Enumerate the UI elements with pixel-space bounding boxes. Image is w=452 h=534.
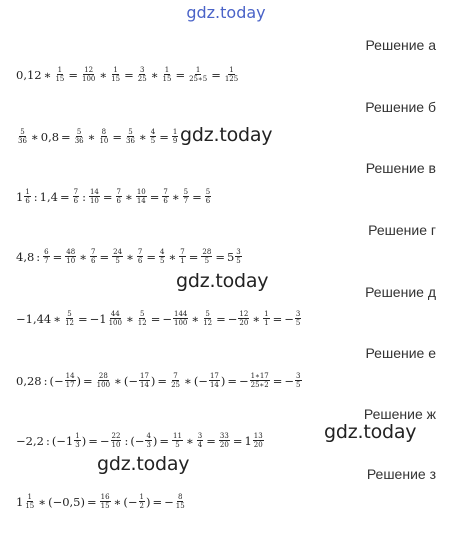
fraction-numerator: 5: [67, 310, 72, 318]
math-operator: =: [175, 67, 186, 82]
fraction-denominator: 100: [174, 319, 188, 327]
solution-heading-zh: Решение ж: [363, 406, 436, 422]
fraction: [74, 128, 85, 145]
fraction-denominator: 2: [139, 502, 144, 510]
math-operator: =: [146, 249, 156, 264]
fraction-numerator: 1: [195, 66, 201, 74]
math-term: (−: [193, 373, 208, 388]
formula-b: [16, 128, 179, 145]
math-term: ): [145, 494, 151, 509]
math-operator: ∗: [125, 311, 134, 326]
formula-zh: [16, 432, 265, 449]
fraction: [263, 310, 269, 327]
fraction: [159, 248, 165, 265]
math-term: 0,28: [16, 373, 42, 388]
math-term: ): [150, 373, 156, 388]
fraction: [116, 188, 122, 205]
fraction-denominator: 7: [44, 257, 49, 265]
fraction: [172, 432, 183, 449]
math-operator: =: [227, 373, 237, 388]
math-term: (−: [123, 373, 138, 388]
fraction-numerator: 1: [139, 493, 144, 501]
fraction-numerator: 1: [164, 66, 170, 74]
fraction-numerator: 4: [146, 432, 151, 440]
fraction-denominator: 100: [82, 75, 96, 83]
math-term: −: [164, 494, 174, 509]
math-operator: =: [83, 373, 93, 388]
math-term: (−: [123, 494, 138, 509]
math-operator: ∗: [191, 311, 200, 326]
fraction-numerator: 16: [100, 493, 110, 501]
fraction: [125, 128, 136, 145]
fraction: [81, 66, 96, 83]
math-operator: =: [88, 433, 98, 448]
math-term: 1,4: [39, 189, 58, 204]
fraction-numerator: 5: [20, 128, 25, 136]
fraction: [179, 248, 185, 265]
formula-a: [16, 66, 240, 83]
fraction-denominator: 12: [203, 319, 213, 327]
fraction-denominator: 20: [253, 441, 263, 449]
fraction-numerator: 5: [205, 310, 210, 318]
fraction: [24, 493, 35, 510]
fraction-numerator: 7: [91, 248, 96, 256]
fraction-numerator: 17: [140, 372, 149, 380]
math-term: −1,44: [16, 311, 52, 326]
math-operator: =: [216, 311, 226, 326]
math-operator: :: [124, 433, 129, 448]
math-operator: ∗: [124, 189, 133, 204]
fraction-numerator: 5: [128, 128, 133, 136]
math-operator: =: [102, 189, 113, 204]
math-term: −: [162, 311, 172, 326]
fraction-denominator: 10: [99, 137, 109, 145]
math-term: 0,12: [16, 67, 42, 82]
math-operator: :: [45, 433, 50, 448]
math-operator: =: [86, 494, 97, 509]
fraction: [112, 248, 123, 265]
fraction-numerator: 4: [160, 248, 165, 256]
fraction: [219, 432, 230, 449]
math-operator: ∗: [185, 433, 194, 448]
math-operator: ∗: [30, 129, 39, 144]
formula-z: [16, 493, 187, 510]
math-operator: =: [192, 189, 202, 204]
math-term: (−0,5): [48, 494, 85, 509]
math-operator: =: [159, 129, 169, 144]
fraction: [295, 372, 301, 389]
fraction: [136, 188, 147, 205]
fraction: [54, 66, 65, 83]
fraction-denominator: 12: [65, 319, 74, 327]
fraction: [188, 66, 208, 83]
fraction-denominator: 5: [296, 381, 301, 389]
fraction-numerator: 1: [27, 493, 33, 501]
fraction-denominator: 25: [171, 381, 180, 389]
fraction-numerator: 7: [173, 372, 178, 380]
fraction-denominator: 4: [197, 441, 203, 449]
fraction-denominator: 3: [75, 441, 80, 449]
math-operator: =: [99, 249, 110, 264]
fraction-denominator: 7: [183, 197, 189, 205]
fraction: [111, 432, 122, 449]
fraction-denominator: 1: [180, 257, 185, 265]
math-operator: ∗: [53, 311, 62, 326]
fraction: [201, 248, 212, 265]
math-term: ): [152, 433, 158, 448]
fraction-numerator: 7: [116, 188, 121, 196]
fraction: [139, 372, 150, 389]
math-operator: =: [206, 433, 216, 448]
solution-heading-v: Решение в: [365, 160, 436, 176]
fraction: [235, 248, 241, 265]
math-term: 1: [244, 433, 252, 448]
watermark-3: gdz.today: [324, 421, 417, 443]
fraction: [108, 310, 123, 327]
fraction-denominator: 1: [264, 319, 269, 327]
math-operator: =: [232, 433, 243, 448]
fraction-numerator: 24: [113, 248, 123, 256]
math-term: −: [284, 311, 294, 326]
fraction-numerator: 7: [180, 248, 185, 256]
fraction-denominator: 5: [295, 319, 301, 327]
math-operator: =: [272, 373, 283, 388]
fraction-numerator: 3: [139, 66, 145, 74]
fraction-denominator: 5: [204, 257, 210, 265]
fraction-numerator: 7: [137, 248, 143, 256]
fraction-numerator: 3: [296, 372, 301, 380]
fraction-denominator: 14: [140, 381, 149, 389]
fraction-numerator: 10: [136, 188, 146, 196]
fraction: [224, 66, 239, 83]
fraction-numerator: 144: [174, 310, 188, 318]
math-term: 1: [16, 494, 24, 509]
fraction: [65, 372, 76, 389]
math-term: −1: [89, 311, 107, 326]
fraction-numerator: 5: [205, 188, 211, 196]
fraction-denominator: 6: [91, 257, 96, 265]
math-operator: ∗: [99, 67, 108, 82]
fraction-numerator: 1∗17: [250, 372, 269, 380]
fraction-denominator: 20: [239, 319, 249, 327]
math-operator: :: [82, 189, 86, 204]
math-operator: ∗: [43, 67, 52, 82]
fraction-denominator: 25: [137, 75, 147, 83]
fraction-denominator: 25∗2: [250, 381, 269, 389]
fraction: [24, 188, 30, 205]
fraction: [74, 432, 80, 449]
math-operator: :: [33, 189, 38, 204]
fraction: [96, 372, 111, 389]
fraction: [110, 66, 121, 83]
fraction: [137, 310, 148, 327]
fraction-numerator: 3: [236, 248, 241, 256]
formula-g: [16, 248, 243, 265]
fraction-denominator: 5: [160, 257, 165, 265]
fraction-numerator: 5: [183, 188, 189, 196]
fraction-denominator: 20: [219, 441, 229, 449]
math-operator: =: [152, 494, 163, 509]
fraction: [173, 310, 188, 327]
fraction-numerator: 22: [111, 432, 121, 440]
math-operator: =: [211, 67, 221, 82]
fraction-denominator: 15: [100, 502, 110, 510]
math-term: −: [227, 311, 238, 326]
math-operator: :: [43, 373, 48, 388]
fraction-numerator: 1: [172, 128, 178, 136]
fraction-denominator: 5: [115, 257, 120, 265]
math-operator: ∗: [171, 189, 180, 204]
fraction: [183, 188, 189, 205]
math-term: (−: [130, 433, 145, 448]
fraction-numerator: 1: [75, 432, 80, 440]
fraction-numerator: 12: [239, 310, 249, 318]
math-term: 4,8: [16, 249, 35, 264]
math-operator: =: [112, 129, 122, 144]
fraction: [197, 432, 203, 449]
fraction: [170, 372, 181, 389]
math-term: ): [81, 433, 87, 448]
fraction-numerator: 12: [84, 66, 94, 74]
math-operator: =: [159, 433, 170, 448]
math-operator: =: [68, 67, 78, 82]
math-operator: =: [124, 67, 134, 82]
math-term: ): [76, 373, 82, 388]
fraction-numerator: 14: [65, 372, 75, 380]
solution-heading-d: Решение д: [365, 284, 436, 300]
fraction: [43, 248, 49, 265]
fraction-numerator: 3: [197, 432, 203, 440]
fraction: [172, 128, 178, 145]
math-term: −: [99, 433, 110, 448]
fraction: [98, 128, 109, 145]
math-operator: =: [150, 311, 161, 326]
solution-heading-g: Решение г: [368, 222, 436, 238]
fraction: [175, 493, 186, 510]
math-operator: ∗: [168, 249, 177, 264]
fraction-numerator: 7: [73, 188, 79, 196]
math-operator: =: [149, 189, 160, 204]
fraction-denominator: 25∗5: [189, 75, 208, 83]
fraction-numerator: 14: [89, 188, 99, 196]
fraction-denominator: 6: [73, 197, 79, 205]
fraction: [139, 493, 145, 510]
math-operator: =: [157, 373, 168, 388]
math-term: (−: [49, 373, 64, 388]
fraction-denominator: 15: [162, 75, 172, 83]
fraction-denominator: 125: [224, 75, 239, 83]
fraction-numerator: 1: [264, 310, 269, 318]
math-operator: =: [188, 249, 199, 264]
fraction: [17, 128, 28, 145]
math-operator: ∗: [38, 494, 47, 509]
fraction-numerator: 6: [44, 248, 49, 256]
solution-heading-a: Решение а: [365, 37, 436, 53]
fraction-denominator: 14: [209, 381, 219, 389]
fraction-denominator: 6: [205, 197, 211, 205]
fraction: [150, 128, 156, 145]
formula-e: [16, 372, 303, 389]
fraction-denominator: 6: [116, 197, 121, 205]
math-term: (−1: [51, 433, 74, 448]
fraction-numerator: 11: [173, 432, 182, 440]
fraction-numerator: 33: [219, 432, 229, 440]
math-operator: :: [36, 249, 41, 264]
fraction-numerator: 5: [140, 310, 145, 318]
formula-d: [16, 310, 302, 327]
fraction: [64, 310, 75, 327]
fraction-denominator: 10: [66, 257, 76, 265]
fraction-denominator: 17: [65, 381, 75, 389]
watermark-4: gdz.today: [97, 453, 190, 475]
math-term: −: [239, 373, 249, 388]
fraction: [145, 432, 151, 449]
fraction-denominator: 5: [236, 257, 241, 265]
site-logo[interactable]: gdz.today: [186, 3, 266, 22]
fraction-denominator: 5: [150, 137, 156, 145]
fraction-denominator: 100: [108, 319, 122, 327]
math-operator: =: [215, 249, 225, 264]
fraction-numerator: 1: [57, 66, 63, 74]
fraction-denominator: 12: [137, 319, 147, 327]
fraction: [89, 188, 100, 205]
fraction-numerator: 5: [76, 128, 82, 136]
math-operator: =: [59, 189, 70, 204]
fraction: [137, 248, 143, 265]
math-term: −2,2: [16, 433, 44, 448]
math-term: 5: [226, 249, 235, 264]
math-operator: =: [61, 129, 71, 144]
fraction: [90, 248, 96, 265]
fraction-numerator: 28: [98, 372, 108, 380]
fraction-numerator: 1: [113, 66, 118, 74]
fraction-numerator: 3: [295, 310, 301, 318]
fraction-denominator: 3: [146, 441, 151, 449]
math-operator: ∗: [79, 249, 88, 264]
fraction-numerator: 17: [209, 372, 219, 380]
math-term: 1: [16, 189, 24, 204]
fraction-denominator: 6: [137, 257, 143, 265]
fraction: [209, 372, 220, 389]
watermark-1: gdz.today: [180, 124, 273, 146]
fraction: [73, 188, 79, 205]
fraction-denominator: 10: [111, 441, 121, 449]
math-term: 0,8: [40, 129, 60, 144]
fraction: [202, 310, 213, 327]
fraction-denominator: 6: [25, 197, 30, 205]
math-operator: =: [52, 249, 63, 264]
math-term: ): [220, 373, 226, 388]
fraction-denominator: 10: [89, 197, 99, 205]
fraction-numerator: 1: [25, 188, 30, 196]
fraction-denominator: 36: [126, 137, 135, 145]
fraction: [65, 248, 76, 265]
fraction: [100, 493, 111, 510]
math-operator: ∗: [126, 249, 134, 264]
fraction-denominator: 14: [136, 197, 146, 205]
math-operator: ∗: [138, 129, 147, 144]
fraction: [250, 372, 270, 389]
solution-heading-z: Решение з: [366, 466, 436, 482]
fraction-denominator: 15: [111, 75, 121, 83]
math-operator: =: [78, 311, 88, 326]
fraction: [162, 66, 173, 83]
fraction: [162, 188, 168, 205]
fraction-numerator: 8: [177, 493, 183, 501]
math-operator: ∗: [150, 67, 159, 82]
math-term: −: [284, 373, 295, 388]
fraction-denominator: 100: [96, 381, 111, 389]
fraction-numerator: 1: [229, 66, 234, 74]
fraction-numerator: 4: [150, 128, 156, 136]
fraction-numerator: 7: [163, 188, 168, 196]
fraction-numerator: 8: [101, 128, 107, 136]
fraction-numerator: 44: [110, 310, 120, 318]
fraction-denominator: 36: [74, 137, 84, 145]
solution-heading-e: Решение е: [365, 345, 436, 361]
math-operator: =: [272, 311, 283, 326]
fraction: [253, 432, 264, 449]
fraction-denominator: 9: [172, 137, 178, 145]
fraction-denominator: 36: [18, 137, 27, 145]
math-operator: ∗: [183, 373, 192, 388]
fraction-numerator: 28: [202, 248, 212, 256]
fraction: [205, 188, 211, 205]
fraction: [137, 66, 148, 83]
fraction-numerator: 48: [66, 248, 76, 256]
watermark-2: gdz.today: [176, 270, 269, 292]
fraction: [295, 310, 301, 327]
math-operator: ∗: [252, 311, 261, 326]
fraction-denominator: 6: [163, 197, 168, 205]
math-operator: ∗: [114, 373, 122, 388]
solution-heading-b: Решение б: [365, 99, 436, 115]
fraction-denominator: 15: [55, 75, 65, 83]
formula-v: [16, 188, 212, 205]
fraction-numerator: 13: [253, 432, 263, 440]
math-operator: ∗: [113, 494, 122, 509]
fraction: [238, 310, 249, 327]
fraction-denominator: 15: [175, 502, 185, 510]
fraction-denominator: 15: [25, 502, 35, 510]
fraction-denominator: 5: [175, 441, 180, 449]
math-operator: ∗: [87, 129, 96, 144]
